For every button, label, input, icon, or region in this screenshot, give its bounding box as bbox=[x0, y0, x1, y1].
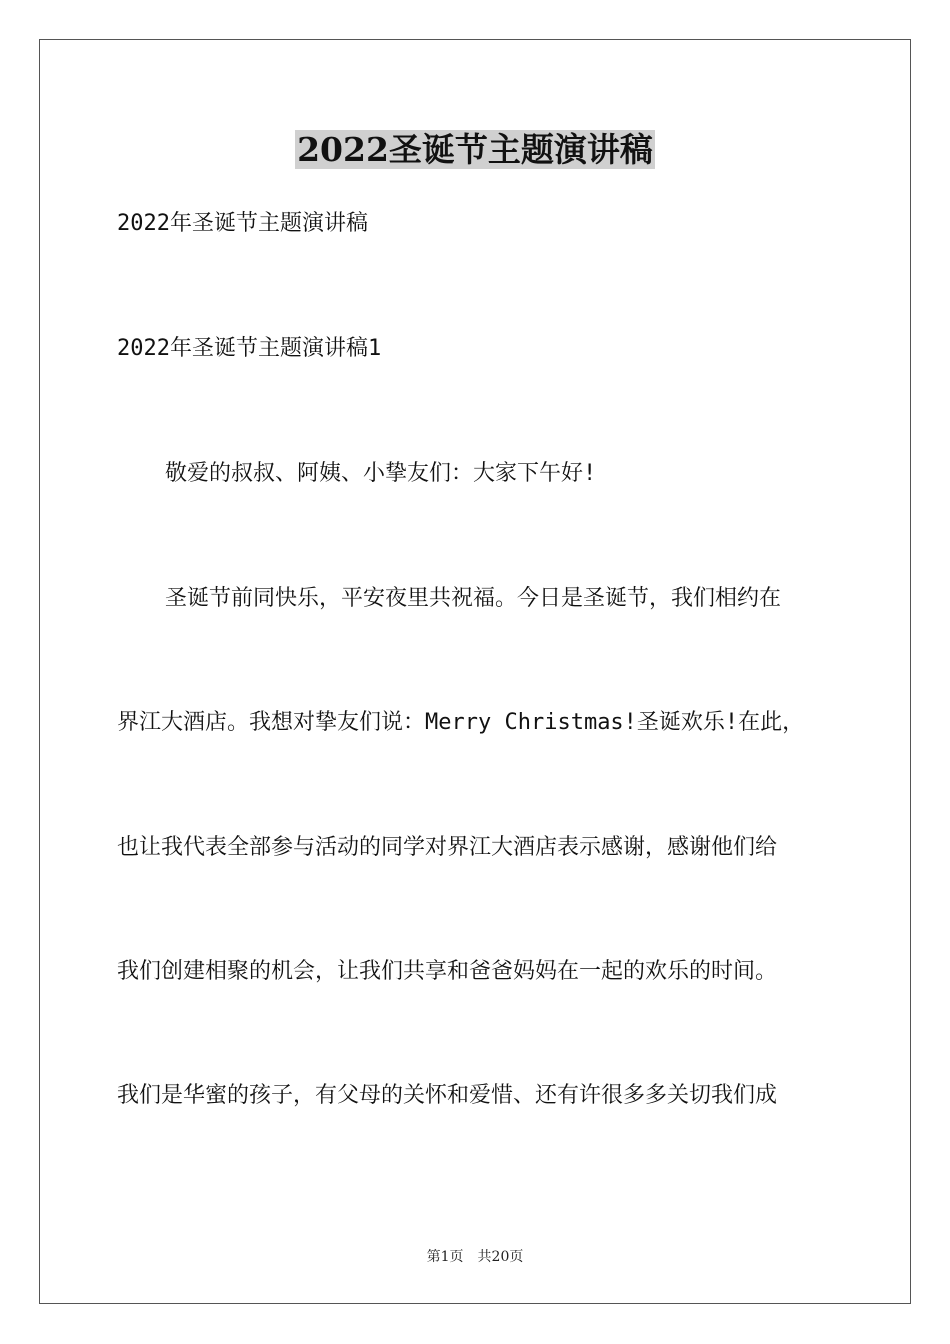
page-footer bbox=[0, 1247, 950, 1267]
document-title-text: 2022圣诞节主题演讲稿 bbox=[297, 130, 653, 169]
page-total: 共20页 bbox=[477, 1249, 524, 1265]
document-title bbox=[0, 128, 950, 172]
greeting-line: 敬爱的叔叔、阿姨、小挚友们：大家下午好! bbox=[165, 461, 597, 486]
paragraph-line: 圣诞节前同快乐，平安夜里共祝福。今日是圣诞节，我们相约在 bbox=[165, 586, 782, 611]
section-heading: 2022年圣诞节主题演讲稿1 bbox=[117, 336, 382, 361]
paragraph-line: 我们是华蜜的孩子，有父母的关怀和爱惜、还有许很多多关切我们成 bbox=[117, 1083, 778, 1108]
document-subtitle: 2022年圣诞节主题演讲稿 bbox=[117, 211, 368, 236]
paragraph-line: 界江大酒店。我想对挚友们说：Merry Christmas!圣诞欢乐!在此， bbox=[117, 710, 805, 735]
paragraph-line: 也让我代表全部参与活动的同学对界江大酒店表示感谢，感谢他们给 bbox=[117, 835, 778, 860]
page-number: 第1页 bbox=[426, 1249, 464, 1265]
paragraph-line: 我们创建相聚的机会，让我们共享和爸爸妈妈在一起的欢乐的时间。 bbox=[117, 959, 778, 984]
